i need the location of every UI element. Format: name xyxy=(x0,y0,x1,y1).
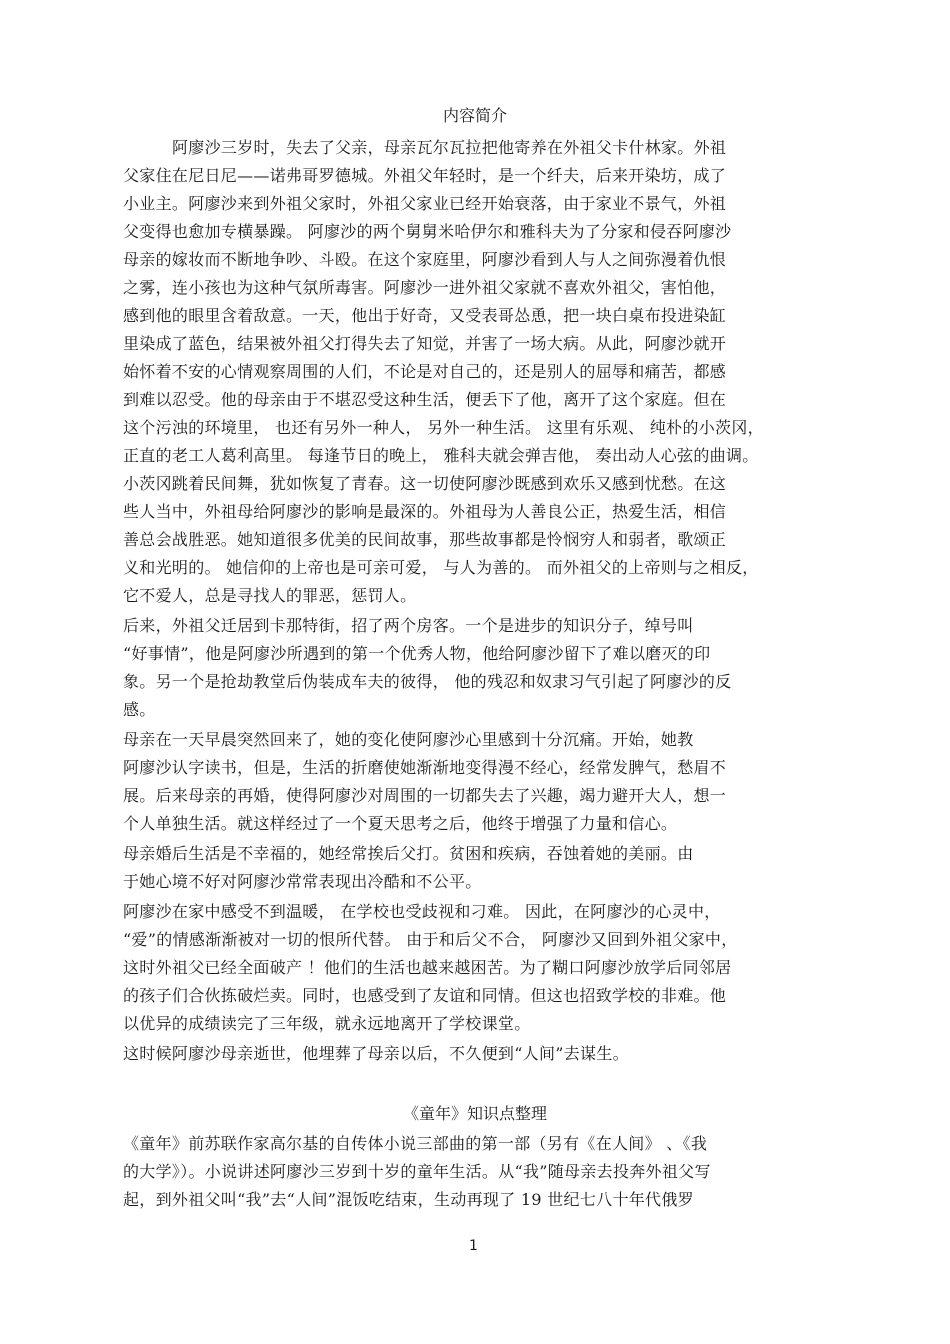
text-line: 之雾，连小孩也为这种气氛所毒害。阿廖沙一进外祖父家就不喜欢外祖父，害怕他， xyxy=(123,278,727,297)
text-line: 里染成了蓝色，结果被外祖父打得失去了知觉，并害了一场大病。从此，阿廖沙就开 xyxy=(123,334,727,353)
text-line: 这时候阿廖沙母亲逝世，他埋葬了母亲以后，不久便到“人间”去谋生。 xyxy=(123,1044,629,1063)
text-line: 象。另一个是抢劫教堂后伪装成车夫的彼得， 他的残忍和奴隶习气引起了阿廖沙的反 xyxy=(123,672,732,691)
text-line: 善总会战胜恶。她知道很多优美的民间故事，那些故事都是怜悯穷人和弱者，歌颂正 xyxy=(123,530,727,549)
text-line: 感到他的眼里含着敌意。一天，他出于好奇，又受表哥怂恿，把一块白桌布投进染缸 xyxy=(123,306,727,325)
text-line: 展。后来母亲的再婚，使得阿廖沙对周围的一切都失去了兴趣，竭力避开大人，想一 xyxy=(123,786,727,805)
text-line: 的孩子们合伙拣破烂卖。同时，也感受到了友谊和同情。但这也招致学校的非难。他 xyxy=(123,986,727,1005)
page-number: 1 xyxy=(469,1238,478,1254)
text-line: 个人单独生活。就这样经过了一个夏天思考之后，他终于增强了力量和信心。 xyxy=(123,814,678,833)
text-line: 它不爱人，总是寻找人的罪恶，惩罚人。 xyxy=(123,586,417,605)
text-line: 起，到外祖父叫“我”去“人间”混饭吃结束，生动再现了 19 世纪七八十年代俄罗 xyxy=(123,1190,694,1209)
text-line: 父变得也愈加专横暴躁。 阿廖沙的两个舅舅米哈伊尔和雅科夫为了分家和侵吞阿廖沙 xyxy=(123,222,732,241)
section-title-knowledge: 《童年》知识点整理 xyxy=(402,1104,547,1123)
text-line: 小业主。阿廖沙来到外祖父家时，外祖父家业已经开始衰落，由于家业不景气，外祖 xyxy=(123,194,727,213)
text-line: 后来，外祖父迁居到卡那特街，招了两个房客。一个是进步的知识分子，绰号叫 xyxy=(123,616,694,635)
text-line: 始怀着不安的心情观察周围的人们，不论是对自己的，还是别人的屈辱和痛苦，都感 xyxy=(123,362,727,381)
text-line: 于她心境不好对阿廖沙常常表现出冷酷和不公平。 xyxy=(123,872,482,891)
text-line: 母亲在一天早晨突然回来了，她的变化使阿廖沙心里感到十分沉痛。开始，她教 xyxy=(123,730,694,749)
text-line: 些人当中，外祖母给阿廖沙的影响是最深的。外祖母为人善良公正，热爱生活，相信 xyxy=(123,502,727,521)
text-line: 感。 xyxy=(123,700,156,719)
text-line: 母亲的嫁妆而不断地争吵、斗殴。在这个家庭里，阿廖沙看到人与人之间弥漫着仇恨 xyxy=(123,250,727,269)
text-line: 正直的老工人葛利高里。 每逢节日的晚上， 雅科夫就会弹吉他， 奏出动人心弦的曲调。 xyxy=(123,446,759,465)
text-line: 的大学》）。小说讲述阿廖沙三岁到十岁的童年生活。从“我”随母亲去投奔外祖父写 xyxy=(123,1162,711,1181)
text-line: 到难以忍受。他的母亲由于不堪忍受这种生活，便丢下了他，离开了这个家庭。但在 xyxy=(123,390,727,409)
text-line: 以优异的成绩读完了三年级，就永远地离开了学校课堂。 xyxy=(123,1014,531,1033)
text-line: 义和光明的。 她信仰的上帝也是可亲可爱， 与人为善的。 而外祖父的上帝则与之相反， xyxy=(123,558,759,577)
text-line: 阿廖沙认字读书，但是，生活的折磨使她渐渐地变得漫不经心，经常发脾气，愁眉不 xyxy=(123,758,727,777)
text-line: 《童年》前苏联作家高尔基的自传体小说三部曲的第一部（另有《在人间》 、《我 xyxy=(123,1134,708,1153)
text-line: 阿廖沙三岁时，失去了父亲，母亲瓦尔瓦拉把他寄养在外祖父卡什林家。外祖 xyxy=(172,138,727,157)
text-line: 父家住在尼日尼——诺弗哥罗德城。外祖父年轻时，是一个纤夫，后来开染坊，成了 xyxy=(123,166,727,185)
text-line: 母亲婚后生活是不幸福的，她经常挨后父打。贫困和疾病，吞蚀着她的美丽。由 xyxy=(123,844,694,863)
text-line: 小茨冈跳着民间舞，犹如恢复了青春。这一切使阿廖沙既感到欢乐又感到忧愁。在这 xyxy=(123,474,727,493)
section-title-summary: 内容简介 xyxy=(442,106,507,125)
text-line: 阿廖沙在家中感受不到温暖， 在学校也受歧视和刁难。 因此，在阿廖沙的心灵中， xyxy=(123,902,721,921)
text-line: “爱”的情感渐渐被对一切的恨所代替。 由于和后父不合， 阿廖沙又回到外祖父家中， xyxy=(123,930,738,949)
text-line: 这个污浊的环境里， 也还有另外一种人， 另外一种生活。 这里有乐观、 纯朴的小茨冈， xyxy=(123,418,764,437)
text-line: 这时外祖父已经全面破产 ！他们的生活也越来越困苦。为了糊口阿廖沙放学后同邻居 xyxy=(123,958,732,977)
text-line: “好事情”，他是阿廖沙所遇到的第一个优秀人物，他给阿廖沙留下了难以磨灭的印 xyxy=(123,644,711,663)
